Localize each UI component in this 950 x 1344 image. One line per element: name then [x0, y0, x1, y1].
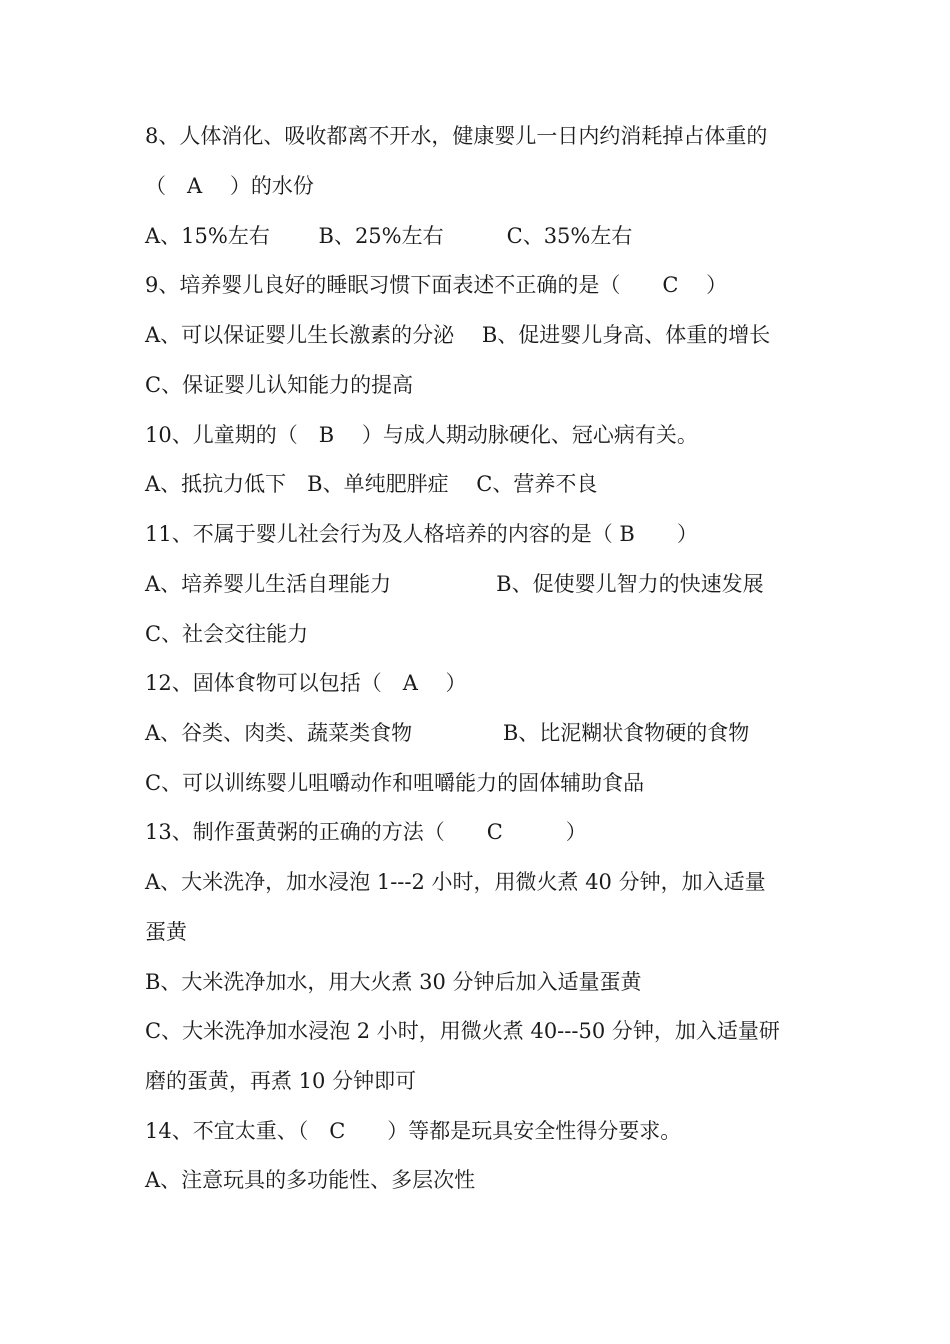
question-13-option-c-cont: 磨的蛋黄，再煮 10 分钟即可: [145, 1069, 417, 1093]
question-9-option-c: C、保证婴儿认知能力的提高: [145, 373, 414, 397]
question-10-stem: 10、儿童期的（ B ）与成人期动脉硬化、冠心病有关。: [145, 423, 698, 447]
question-13-stem: 13、制作蛋黄粥的正确的方法（ C ）: [145, 820, 587, 844]
question-11-stem: 11、不属于婴儿社会行为及人格培养的内容的是（ B ）: [145, 522, 698, 546]
question-11-options-ab: A、培养婴儿生活自理能力 B、促使婴儿智力的快速发展: [145, 572, 764, 596]
question-12-stem: 12、固体食物可以包括（ A ）: [145, 671, 467, 695]
question-8-answer: （ A ）的水份: [145, 174, 314, 198]
question-11-option-c: C、社会交往能力: [145, 622, 309, 646]
question-13-option-b: B、大米洗净加水，用大火煮 30 分钟后加入适量蛋黄: [145, 970, 642, 994]
question-13-option-c: C、大米洗净加水浸泡 2 小时，用微火煮 40---50 分钟，加入适量研: [145, 1019, 780, 1043]
question-13-option-a: A、大米洗净，加水浸泡 1---2 小时，用微火煮 40 分钟，加入适量: [145, 870, 766, 894]
question-14-stem: 14、不宜太重、（ C ）等都是玩具安全性得分要求。: [145, 1119, 682, 1143]
question-8-stem: 8、人体消化、吸收都离不开水，健康婴儿一日内约消耗掉占体重的: [145, 124, 768, 148]
question-9-stem: 9、培养婴儿良好的睡眠习惯下面表述不正确的是（ C ）: [145, 273, 728, 297]
question-13-option-a-cont: 蛋黄: [145, 920, 187, 944]
question-12-option-c: C、可以训练婴儿咀嚼动作和咀嚼能力的固体辅助食品: [145, 771, 645, 795]
question-8-options: A、15%左右 B、25%左右 C、35%左右: [145, 224, 633, 248]
question-9-options-ab: A、可以保证婴儿生长激素的分泌 B、促进婴儿身高、体重的增长: [145, 323, 771, 347]
question-10-options: A、抵抗力低下 B、单纯肥胖症 C、营养不良: [145, 472, 598, 496]
question-12-options-ab: A、谷类、肉类、蔬菜类食物 B、比泥糊状食物硬的食物: [145, 721, 750, 745]
question-14-option-a: A、注意玩具的多功能性、多层次性: [145, 1168, 476, 1192]
